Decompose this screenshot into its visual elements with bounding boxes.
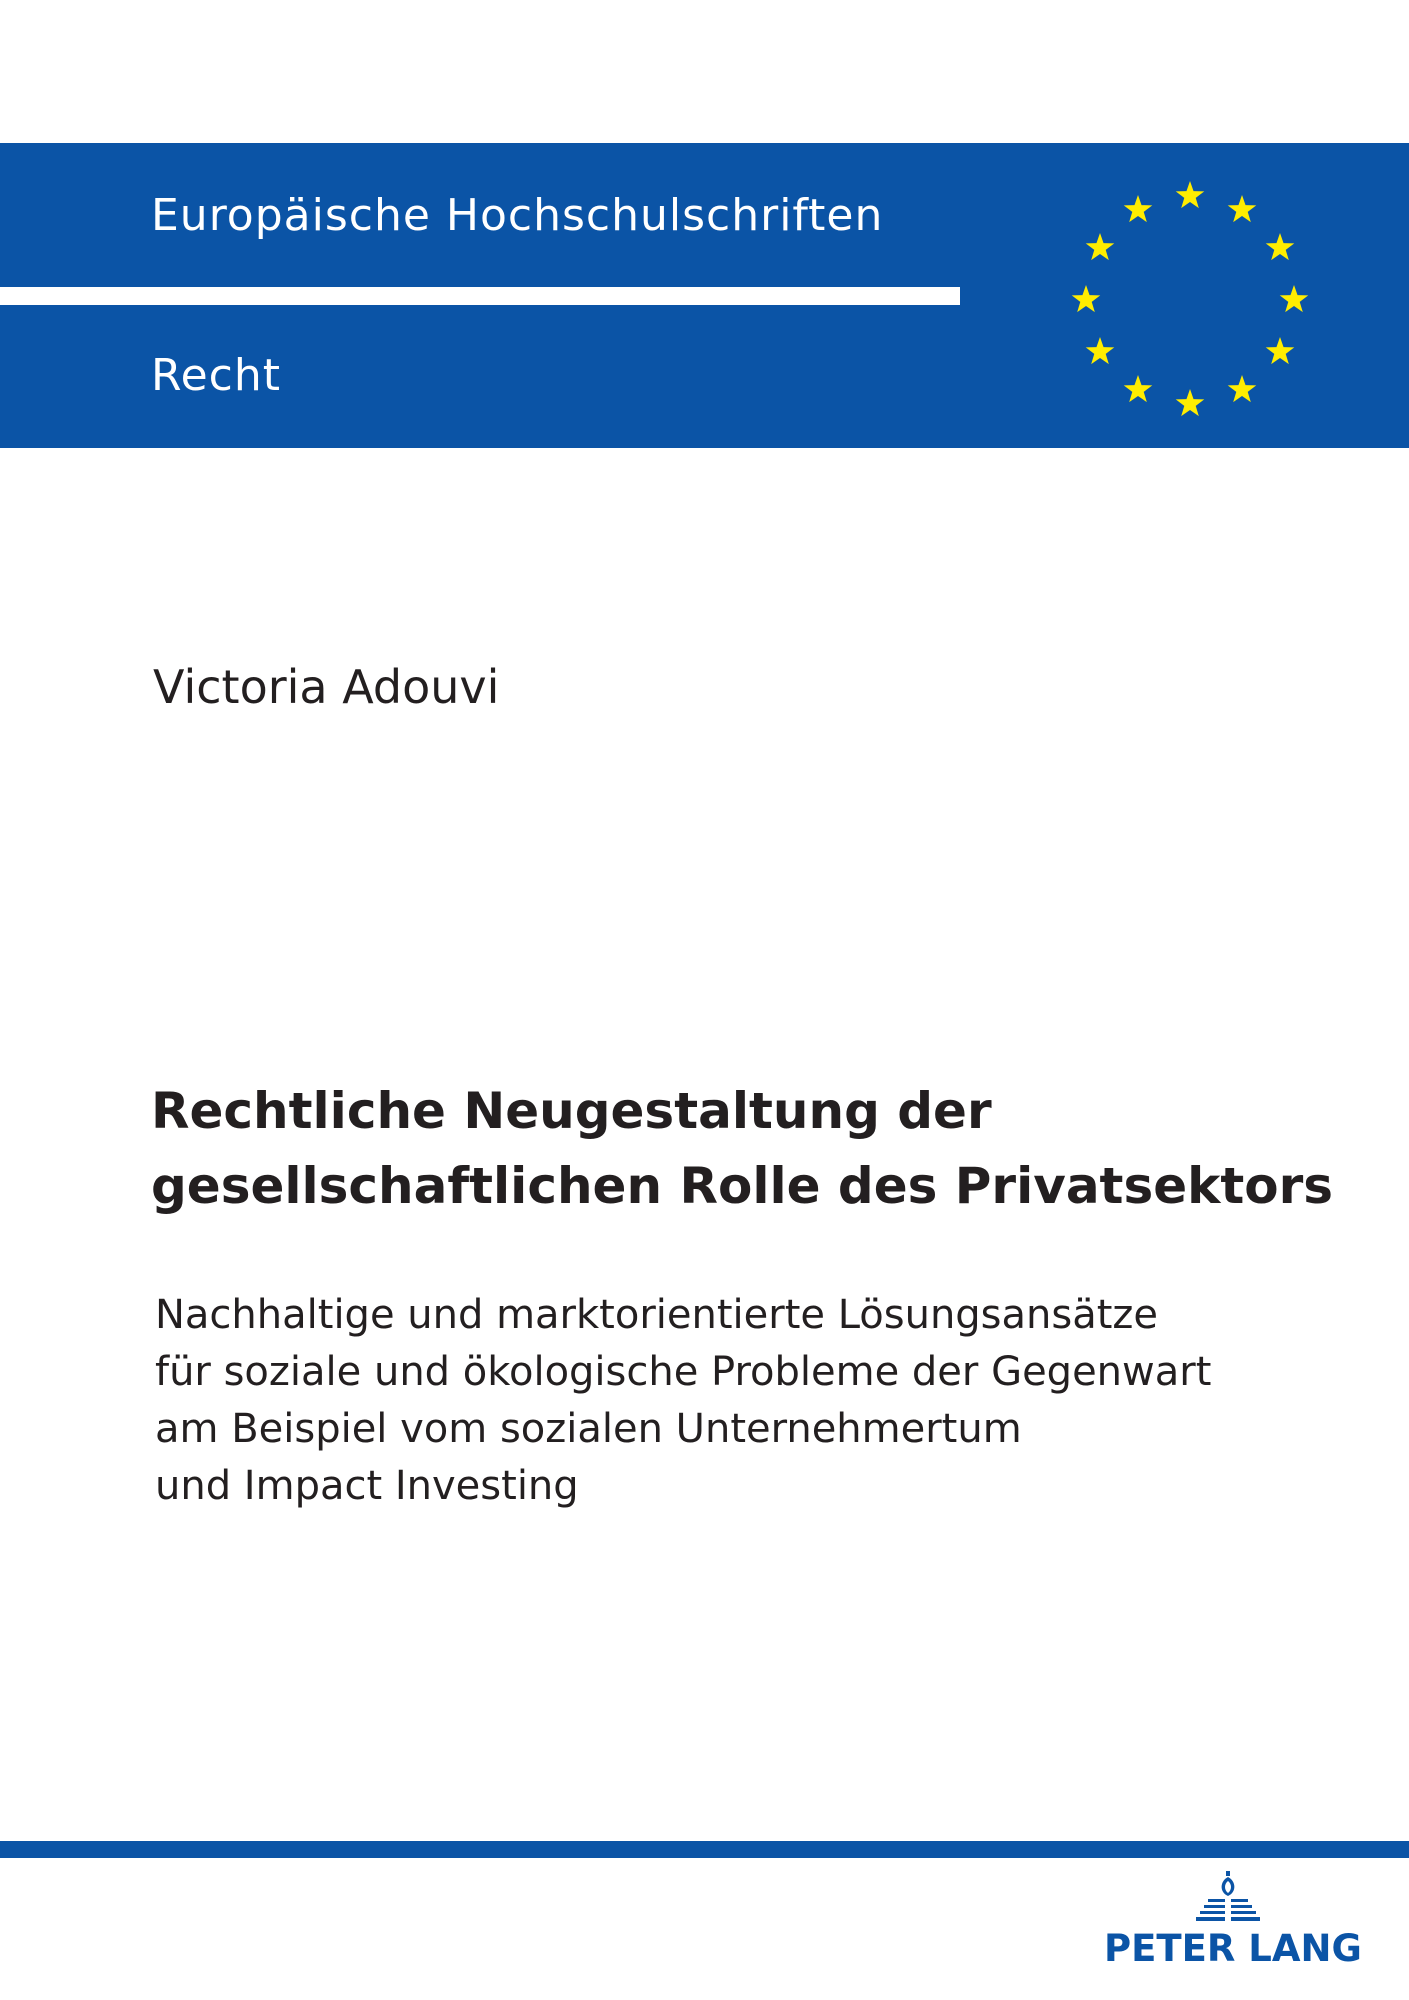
peter-lang-logo-icon bbox=[1192, 1871, 1264, 1923]
book-subtitle bbox=[155, 1287, 1355, 1515]
eu-star-icon bbox=[1086, 337, 1115, 364]
eu-star-icon bbox=[1176, 389, 1205, 416]
series-subject: Recht bbox=[151, 350, 281, 401]
eu-star-icon bbox=[1086, 233, 1115, 260]
book-subtitle-line: für soziale und ökologische Probleme der Gegenwart bbox=[155, 1349, 1212, 1395]
eu-star-icon bbox=[1124, 375, 1153, 402]
series-band-divider bbox=[0, 287, 960, 305]
eu-star-icon bbox=[1124, 195, 1153, 222]
book-title-line: Rechtliche Neugestaltung der bbox=[151, 1082, 992, 1140]
eu-star-icon bbox=[1266, 337, 1295, 364]
footer-divider bbox=[0, 1841, 1409, 1858]
eu-star-icon bbox=[1280, 285, 1309, 312]
eu-star-icon bbox=[1266, 233, 1295, 260]
book-subtitle-line: am Beispiel vom sozialen Unternehmertum bbox=[155, 1406, 1022, 1452]
eu-star-icon bbox=[1228, 375, 1257, 402]
publisher-name: PETER LANG bbox=[1104, 1927, 1362, 1970]
book-subtitle-line: Nachhaltige und marktorientierte Lösungsansätze bbox=[155, 1292, 1159, 1338]
series-title: Europäische Hochschulschriften bbox=[151, 190, 884, 241]
eu-star-icon bbox=[1176, 181, 1205, 208]
author-name: Victoria Adouvi bbox=[153, 660, 500, 714]
eu-star-icon bbox=[1228, 195, 1257, 222]
book-title-line: gesellschaftlichen Rolle des Privatsektors bbox=[151, 1157, 1334, 1215]
book-title bbox=[151, 1074, 1351, 1224]
eu-star-icon bbox=[1072, 285, 1101, 312]
book-subtitle-line: und Impact Investing bbox=[155, 1463, 579, 1509]
eu-stars-icon bbox=[1060, 170, 1320, 430]
